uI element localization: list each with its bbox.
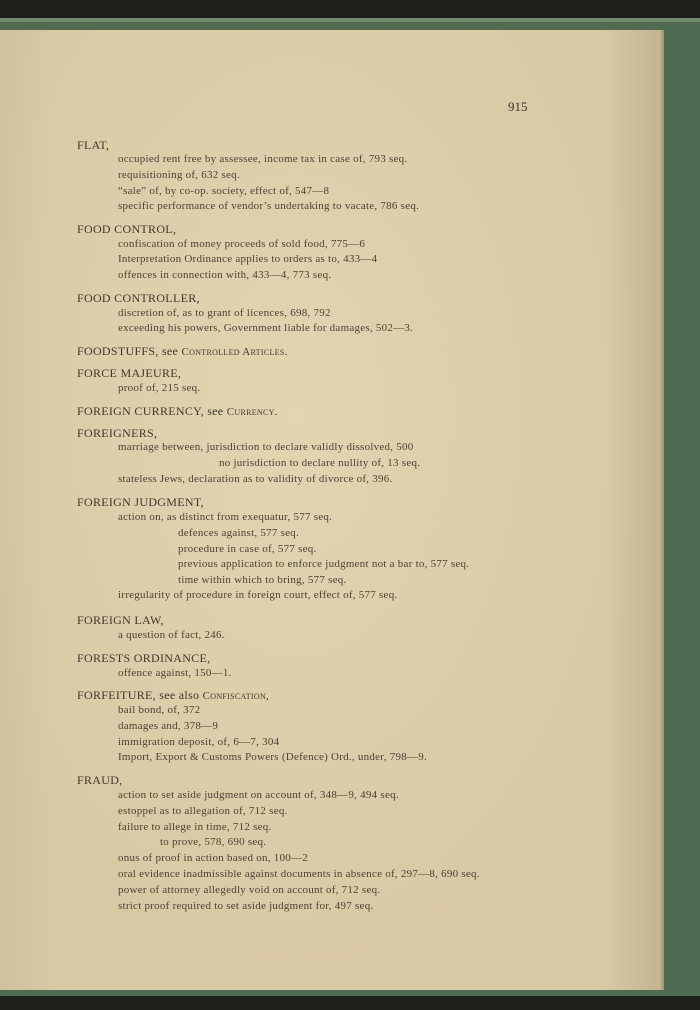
index-heading-foreigners: FOREIGNERS,	[77, 426, 158, 440]
index-heading-food-control: FOOD CONTROL,	[77, 222, 177, 236]
index-subentry: a question of fact, 246.	[118, 629, 225, 641]
index-subentry: strict proof required to set aside judgment for, 497 seq.	[118, 900, 374, 912]
book-cover-edge	[0, 18, 700, 22]
index-subentry: marriage between, jurisdiction to declare validly dissolved, 500	[118, 441, 414, 453]
index-subentry: action to set aside judgment on account of, 348—9, 494 seq.	[118, 789, 399, 801]
index-subentry: power of attorney allegedly void on account of, 712 seq.	[118, 884, 381, 896]
index-subentry: Import, Export & Customs Powers (Defence) Ord., under, 798—9.	[118, 751, 428, 763]
index-heading-foodstuffs	[77, 344, 288, 359]
index-subentry: specific performance of vendor’s undertaking to vacate, 786 seq.	[118, 200, 420, 212]
index-subentry: procedure in case of, 577 seq.	[178, 543, 317, 555]
index-subentry: estoppel as to allegation of, 712 seq.	[118, 805, 288, 817]
index-heading-force-majeure: FORCE MAJEURE,	[77, 366, 182, 380]
page-number: 915	[508, 99, 528, 114]
cross-reference: Currency.	[226, 406, 278, 418]
index-subentry: stateless Jews, declaration as to validity of divorce of, 396.	[118, 473, 393, 485]
cross-reference: Confiscation,	[202, 690, 270, 702]
index-subentry: Interpretation Ordinance applies to orders as to, 433—4	[118, 253, 378, 265]
index-subentry: onus of proof in action based on, 100—2	[118, 852, 308, 864]
index-subentry: occupied rent free by assessee, income tax in case of, 793 seq.	[118, 153, 408, 165]
cross-reference: Controlled Articles.	[181, 346, 288, 358]
index-subentry: irregularity of procedure in foreign court, effect of, 577 seq.	[118, 589, 398, 601]
index-subentry: proof of, 215 seq.	[118, 382, 201, 394]
index-subentry: damages and, 378—9	[118, 720, 219, 732]
index-heading-text: FOREIGN CURRENCY, see	[77, 404, 224, 418]
index-subentry: confiscation of money proceeds of sold food, 775—6	[118, 238, 366, 250]
index-heading-text: FOODSTUFFS, see	[77, 344, 179, 358]
index-subentry: offences in connection with, 433—4, 773 seq.	[118, 269, 332, 281]
index-subentry: requisitioning of, 632 seq.	[118, 169, 240, 181]
index-heading-forfeiture	[77, 688, 269, 703]
index-subentry: failure to allege in time, 712 seq.	[118, 821, 272, 833]
index-heading-foreign-judgment: FOREIGN JUDGMENT,	[77, 495, 204, 509]
index-subentry: action on, as distinct from exequatur, 577 seq.	[118, 511, 333, 523]
index-heading-foreign-law: FOREIGN LAW,	[77, 613, 164, 627]
index-subentry: oral evidence inadmissible against documents in absence of, 297—8, 690 seq.	[118, 868, 480, 880]
index-subentry: offence against, 150—1.	[118, 667, 232, 679]
index-heading-forests-ordinance: FORESTS ORDINANCE,	[77, 651, 211, 665]
index-subentry: previous application to enforce judgment not a bar to, 577 seq.	[178, 558, 470, 570]
index-subentry: “sale” of, by co-op. society, effect of, 547—8	[118, 185, 330, 197]
index-subentry: no jurisdiction to declare nullity of, 13 seq.	[219, 457, 421, 469]
index-subentry: to prove, 578, 690 seq.	[160, 836, 267, 848]
index-subentry: time within which to bring, 577 seq.	[178, 574, 347, 586]
index-heading-food-controller: FOOD CONTROLLER,	[77, 291, 200, 305]
index-heading-flat: FLAT,	[77, 138, 110, 152]
index-subentry: defences against, 577 seq.	[178, 527, 300, 539]
index-subentry: exceeding his powers, Government liable for damages, 502—3.	[118, 322, 414, 334]
index-heading-text: FORFEITURE, see also	[77, 688, 200, 702]
index-heading-foreign-currency	[77, 404, 278, 419]
index-heading-fraud: FRAUD,	[77, 773, 123, 787]
index-subentry: discretion of, as to grant of licences, 698, 792	[118, 307, 331, 319]
index-page	[0, 30, 658, 990]
index-subentry: immigration deposit, of, 6—7, 304	[118, 736, 280, 748]
index-subentry: bail bond, of, 372	[118, 704, 201, 716]
